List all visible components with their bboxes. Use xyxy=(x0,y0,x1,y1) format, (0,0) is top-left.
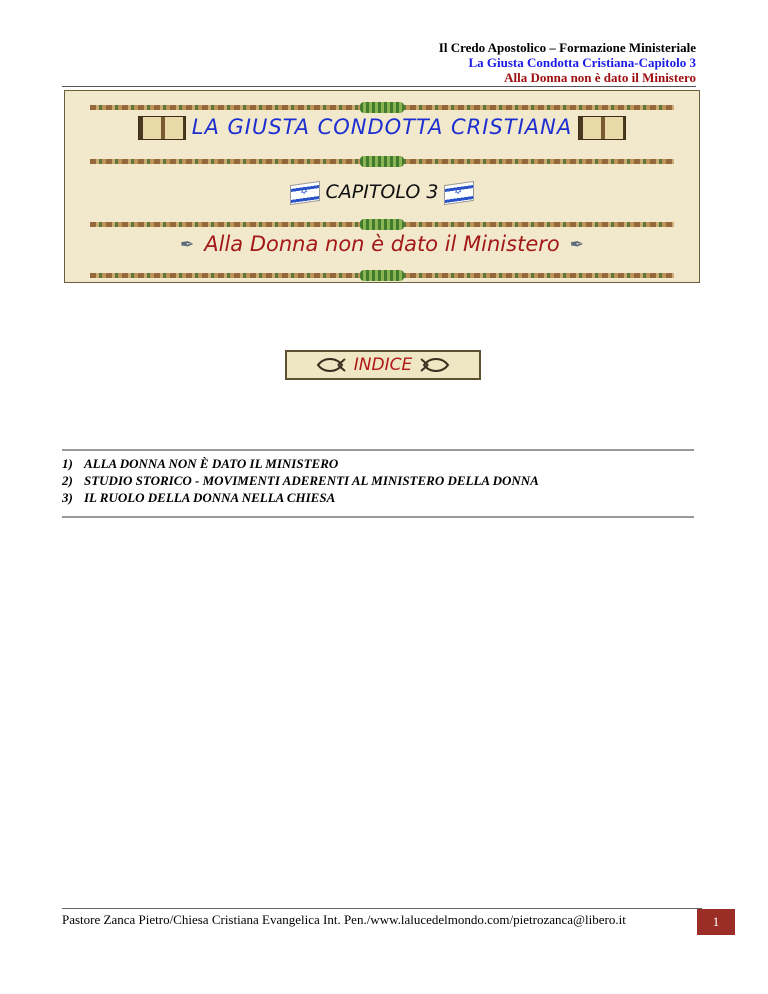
banner-subtitle: Alla Donna non è dato il Ministero xyxy=(204,232,560,256)
page-header xyxy=(439,40,696,85)
header-divider xyxy=(62,86,696,87)
banner-chapter: CAPITOLO 3 xyxy=(325,181,439,203)
header-section-title: Alla Donna non è dato il Ministero xyxy=(504,70,696,85)
toc-item[interactable] xyxy=(62,489,539,506)
header-course-title: Il Credo Apostolico – Formazione Ministeriale xyxy=(438,40,696,55)
banner-chapter-row xyxy=(65,181,699,203)
toc-item-number: 3) xyxy=(62,490,73,505)
decorative-border xyxy=(90,222,674,227)
toc-item-text: ALLA DONNA NON È DATO IL MINISTERO xyxy=(84,456,339,471)
toc-top-divider xyxy=(62,449,694,451)
index-heading-box xyxy=(285,350,481,380)
banner-title-row xyxy=(65,115,699,140)
page-number-badge: 1 xyxy=(697,909,735,935)
quill-icon: ✒ xyxy=(180,235,195,255)
flag-icon xyxy=(290,180,320,204)
flag-icon xyxy=(444,180,474,204)
banner-title: LA GIUSTA CONDOTTA CRISTIANA xyxy=(191,115,573,139)
decorative-border xyxy=(90,105,674,110)
table-of-contents xyxy=(62,455,539,506)
toc-bottom-divider xyxy=(62,516,694,518)
toc-item[interactable] xyxy=(62,472,539,489)
quill-icon: ✒ xyxy=(569,235,584,255)
index-heading: INDICE xyxy=(353,355,413,375)
toc-item[interactable] xyxy=(62,455,539,472)
header-chapter-title: La Giusta Condotta Cristiana-Capitolo 3 xyxy=(468,55,696,70)
chapter-banner xyxy=(64,90,700,283)
toc-item-number: 2) xyxy=(62,473,73,488)
decorative-border xyxy=(90,273,674,278)
page-footer: Pastore Zanca Pietro/Chiesa Cristiana Evangelica Int. Pen./www.lalucedelmondo.com/pietrozanca@libero.it xyxy=(62,912,626,927)
book-icon xyxy=(578,116,626,140)
toc-item-text: STUDIO STORICO - MOVIMENTI ADERENTI AL MINISTERO DELLA DONNA xyxy=(84,473,539,488)
decorative-border xyxy=(90,159,674,164)
banner-subtitle-row xyxy=(65,232,699,256)
fish-icon xyxy=(316,358,346,372)
toc-item-number: 1) xyxy=(62,456,73,471)
fish-icon xyxy=(420,358,450,372)
book-icon xyxy=(138,116,186,140)
toc-item-text: IL RUOLO DELLA DONNA NELLA CHIESA xyxy=(84,490,336,505)
footer-divider xyxy=(62,908,702,909)
